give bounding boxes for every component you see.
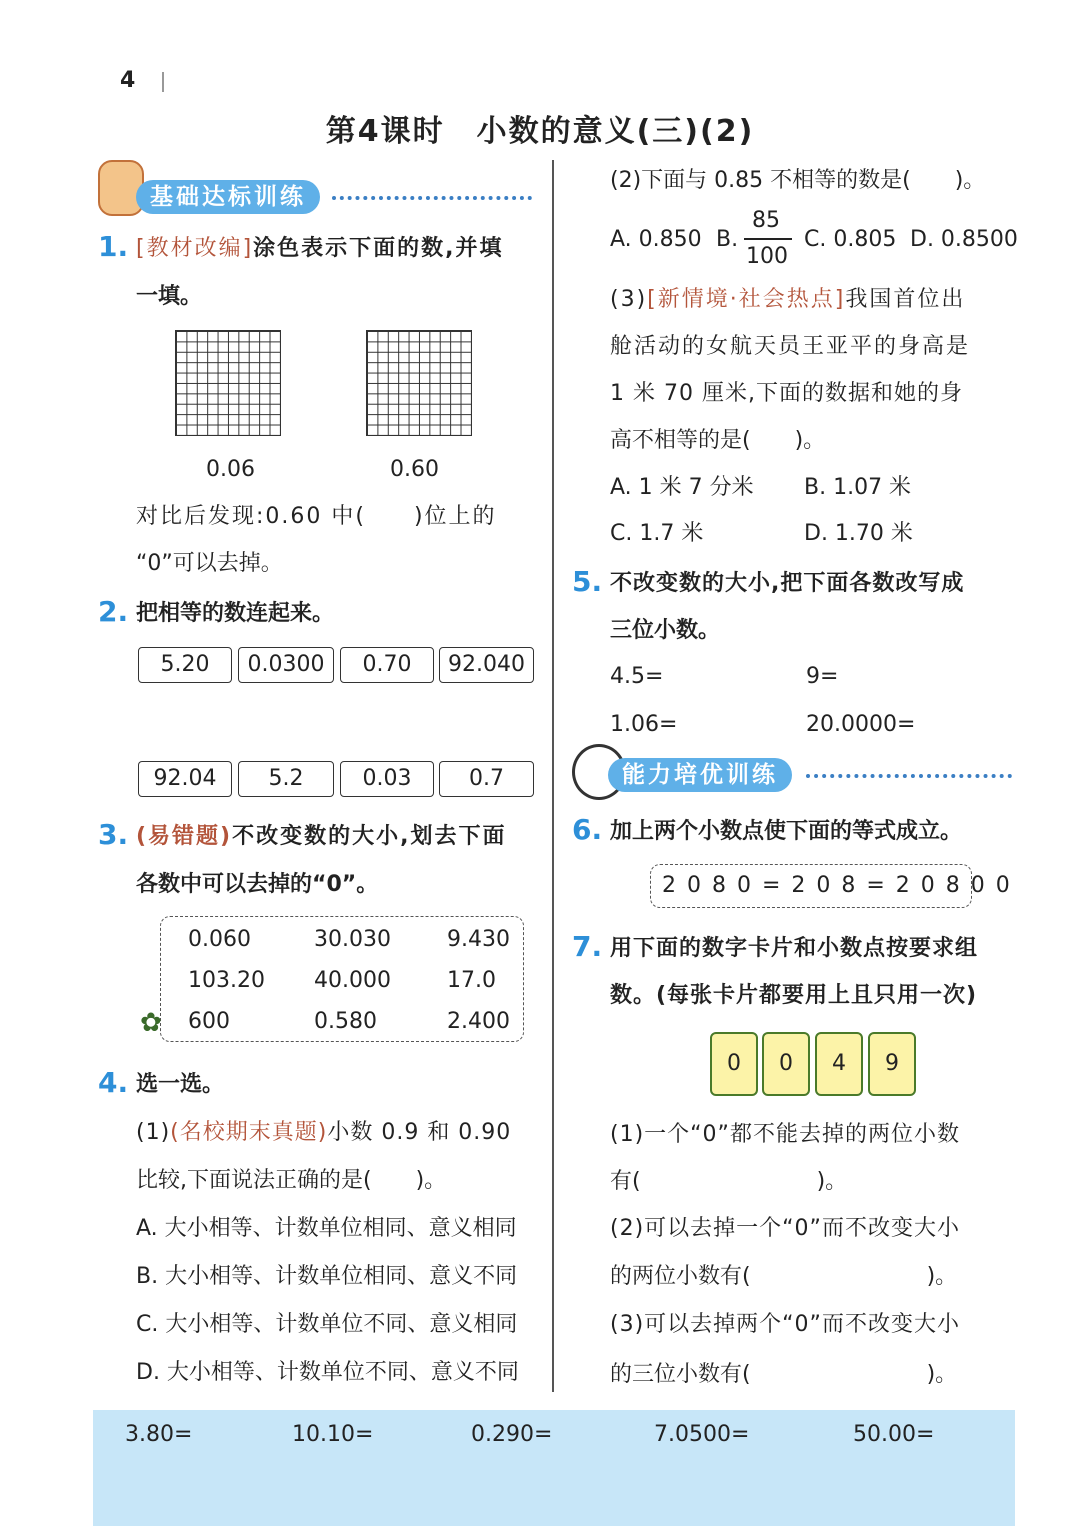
q7-3-line1: (3)可以去掉两个“0”而不改变大小 xyxy=(610,1312,960,1337)
q1-line2: 一填。 xyxy=(136,284,203,309)
digit-card-2[interactable]: 0 xyxy=(762,1032,810,1096)
q3-r3c2[interactable]: 0.580 xyxy=(314,1009,377,1034)
q4-number: 4. xyxy=(98,1066,129,1099)
q1-line4: “0”可以去掉。 xyxy=(136,551,283,576)
q4-3-line2: 舱活动的女航天员王亚平的身高是 xyxy=(610,334,971,359)
q4-2-text: (2)下面与 0.85 不相等的数是( )。 xyxy=(610,168,986,193)
q2-number: 2. xyxy=(98,595,129,628)
q2-top-box-4[interactable]: 92.040 xyxy=(439,647,534,683)
q1-line3: 对比后发现:0.60 中( )位上的 xyxy=(136,504,497,529)
grid-label-2: 0.60 xyxy=(390,457,439,482)
q7-1-line2: 有( )。 xyxy=(610,1169,848,1194)
q3-r2c3[interactable]: 17.0 xyxy=(447,968,496,993)
q2-bottom-box-4[interactable]: 0.7 xyxy=(439,761,534,797)
q4-1-option-d[interactable]: D. 大小相等、计数单位不同、意义不同 xyxy=(136,1360,519,1385)
q4-1-line1 xyxy=(136,1120,511,1146)
q4-3-line4: 高不相等的是( )。 xyxy=(610,428,826,453)
bottom-item-1[interactable]: 3.80= xyxy=(125,1422,193,1447)
q7-2-line1: (2)可以去掉一个“0”而不改变大小 xyxy=(610,1216,960,1241)
q4-text: 选一选。 xyxy=(136,1072,225,1097)
header-divider xyxy=(162,72,164,92)
q3-r3c3[interactable]: 2.400 xyxy=(447,1009,510,1034)
q4-1-line2: 比较,下面说法正确的是( )。 xyxy=(136,1168,447,1193)
q7-2-line2: 的两位小数有( )。 xyxy=(610,1264,958,1289)
q4-2-frac-num: 85 xyxy=(752,208,780,233)
q4-3-line3: 1 米 70 厘米,下面的数据和她的身 xyxy=(610,381,963,406)
q7-number: 7. xyxy=(572,930,603,963)
q3-r2c1[interactable]: 103.20 xyxy=(188,968,265,993)
q4-2-frac-bar xyxy=(744,238,792,240)
q4-1-tag: (名校期末真题) xyxy=(170,1120,328,1145)
q3-text: 不改变数的大小,划去下面 xyxy=(232,824,507,849)
column-divider xyxy=(552,160,554,1392)
q4-2-option-d[interactable]: D. 0.8500 xyxy=(910,227,1018,252)
q4-1-option-b[interactable]: B. 大小相等、计数单位相同、意义不同 xyxy=(136,1264,518,1289)
hundred-grid-1[interactable] xyxy=(175,330,281,436)
q4-3-prefix: (3) xyxy=(610,287,648,312)
q4-1-text: 小数 0.9 和 0.90 xyxy=(327,1120,512,1145)
q4-3-option-b[interactable]: B. 1.07 米 xyxy=(804,475,912,500)
q4-3-option-a[interactable]: A. 1 米 7 分米 xyxy=(610,475,754,500)
q6-equation: 2 0 8 0 = 2 0 8 = 2 0 8 0 0 xyxy=(662,873,1012,898)
q2-top-box-2[interactable]: 0.0300 xyxy=(238,647,334,683)
q4-3-text: 我国首位出 xyxy=(845,287,966,312)
q4-2-frac-den: 100 xyxy=(746,244,788,269)
page-title: 第4课时 小数的意义(三)(2) xyxy=(325,114,755,149)
banner-dots-right xyxy=(806,774,1012,778)
q7-3-line2: 的三位小数有( )。 xyxy=(610,1362,958,1387)
flower-icon: ✿ xyxy=(140,1008,162,1038)
bottom-item-2[interactable]: 10.10= xyxy=(292,1422,374,1447)
q3-tag: (易错题) xyxy=(136,824,233,849)
digit-card-1[interactable]: 0 xyxy=(710,1032,758,1096)
q4-1-option-a[interactable]: A. 大小相等、计数单位相同、意义相同 xyxy=(136,1216,517,1241)
q3-r1c3[interactable]: 9.430 xyxy=(447,927,510,952)
q7-line1: 用下面的数字卡片和小数点按要求组 xyxy=(610,936,979,961)
q5-line1: 不改变数的大小,把下面各数改写成 xyxy=(610,571,965,596)
q1-tag: [教材改编] xyxy=(136,236,254,261)
q6-text: 加上两个小数点使下面的等式成立。 xyxy=(610,819,963,844)
q4-3-option-d[interactable]: D. 1.70 米 xyxy=(804,521,913,546)
q3-r3c1[interactable]: 600 xyxy=(188,1009,230,1034)
q1-number: 1. xyxy=(98,230,129,263)
q4-2-option-c[interactable]: C. 0.805 xyxy=(804,227,897,252)
q3-number: 3. xyxy=(98,818,129,851)
digit-card-4[interactable]: 9 xyxy=(868,1032,916,1096)
q5-item-1[interactable]: 4.5= xyxy=(610,664,664,689)
q3-line1 xyxy=(136,824,506,850)
q4-3-option-c[interactable]: C. 1.7 米 xyxy=(610,521,704,546)
q2-top-box-3[interactable]: 0.70 xyxy=(340,647,434,683)
banner-dots xyxy=(332,196,532,200)
q2-bottom-box-2[interactable]: 5.2 xyxy=(238,761,334,797)
bottom-item-4[interactable]: 7.0500= xyxy=(654,1422,750,1447)
q4-3-tag: [新情境·社会热点] xyxy=(647,287,846,312)
digit-card-3[interactable]: 4 xyxy=(815,1032,863,1096)
bottom-item-3[interactable]: 0.290= xyxy=(471,1422,553,1447)
page-number: 4 xyxy=(120,68,136,93)
q7-1-line1: (1)一个“0”都不能去掉的两位小数 xyxy=(610,1122,960,1147)
q5-item-4[interactable]: 20.0000= xyxy=(806,712,916,737)
q4-3-line1 xyxy=(610,287,965,313)
grid-label-1: 0.06 xyxy=(206,457,255,482)
q4-1-option-c[interactable]: C. 大小相等、计数单位不同、意义相同 xyxy=(136,1312,518,1337)
q4-1-prefix: (1) xyxy=(136,1120,171,1145)
q7-line2: 数。(每张卡片都要用上且只用一次) xyxy=(610,983,978,1008)
section-banner-ability: 能力培优训练 xyxy=(608,758,792,792)
q6-number: 6. xyxy=(572,813,603,846)
hundred-grid-2[interactable] xyxy=(366,330,472,436)
q2-text: 把相等的数连起来。 xyxy=(136,601,335,626)
q3-r1c1[interactable]: 0.060 xyxy=(188,927,251,952)
q5-line2: 三位小数。 xyxy=(610,618,721,643)
q5-number: 5. xyxy=(572,565,603,598)
q3-line2: 各数中可以去掉的“0”。 xyxy=(136,872,379,897)
bottom-item-5[interactable]: 50.00= xyxy=(853,1422,935,1447)
q2-top-box-1[interactable]: 5.20 xyxy=(138,647,232,683)
q5-item-2[interactable]: 9= xyxy=(806,664,839,689)
q1-line1 xyxy=(136,236,504,262)
section-banner-basic: 基础达标训练 xyxy=(136,180,320,214)
q4-2-option-b[interactable]: B. xyxy=(716,227,739,252)
q2-bottom-box-1[interactable]: 92.04 xyxy=(138,761,232,797)
q3-r2c2[interactable]: 40.000 xyxy=(314,968,391,993)
q4-2-option-a[interactable]: A. 0.850 xyxy=(610,227,702,252)
q5-item-3[interactable]: 1.06= xyxy=(610,712,678,737)
q2-bottom-box-3[interactable]: 0.03 xyxy=(340,761,434,797)
q3-r1c2[interactable]: 30.030 xyxy=(314,927,391,952)
q1-text: 涂色表示下面的数,并填 xyxy=(253,236,504,261)
